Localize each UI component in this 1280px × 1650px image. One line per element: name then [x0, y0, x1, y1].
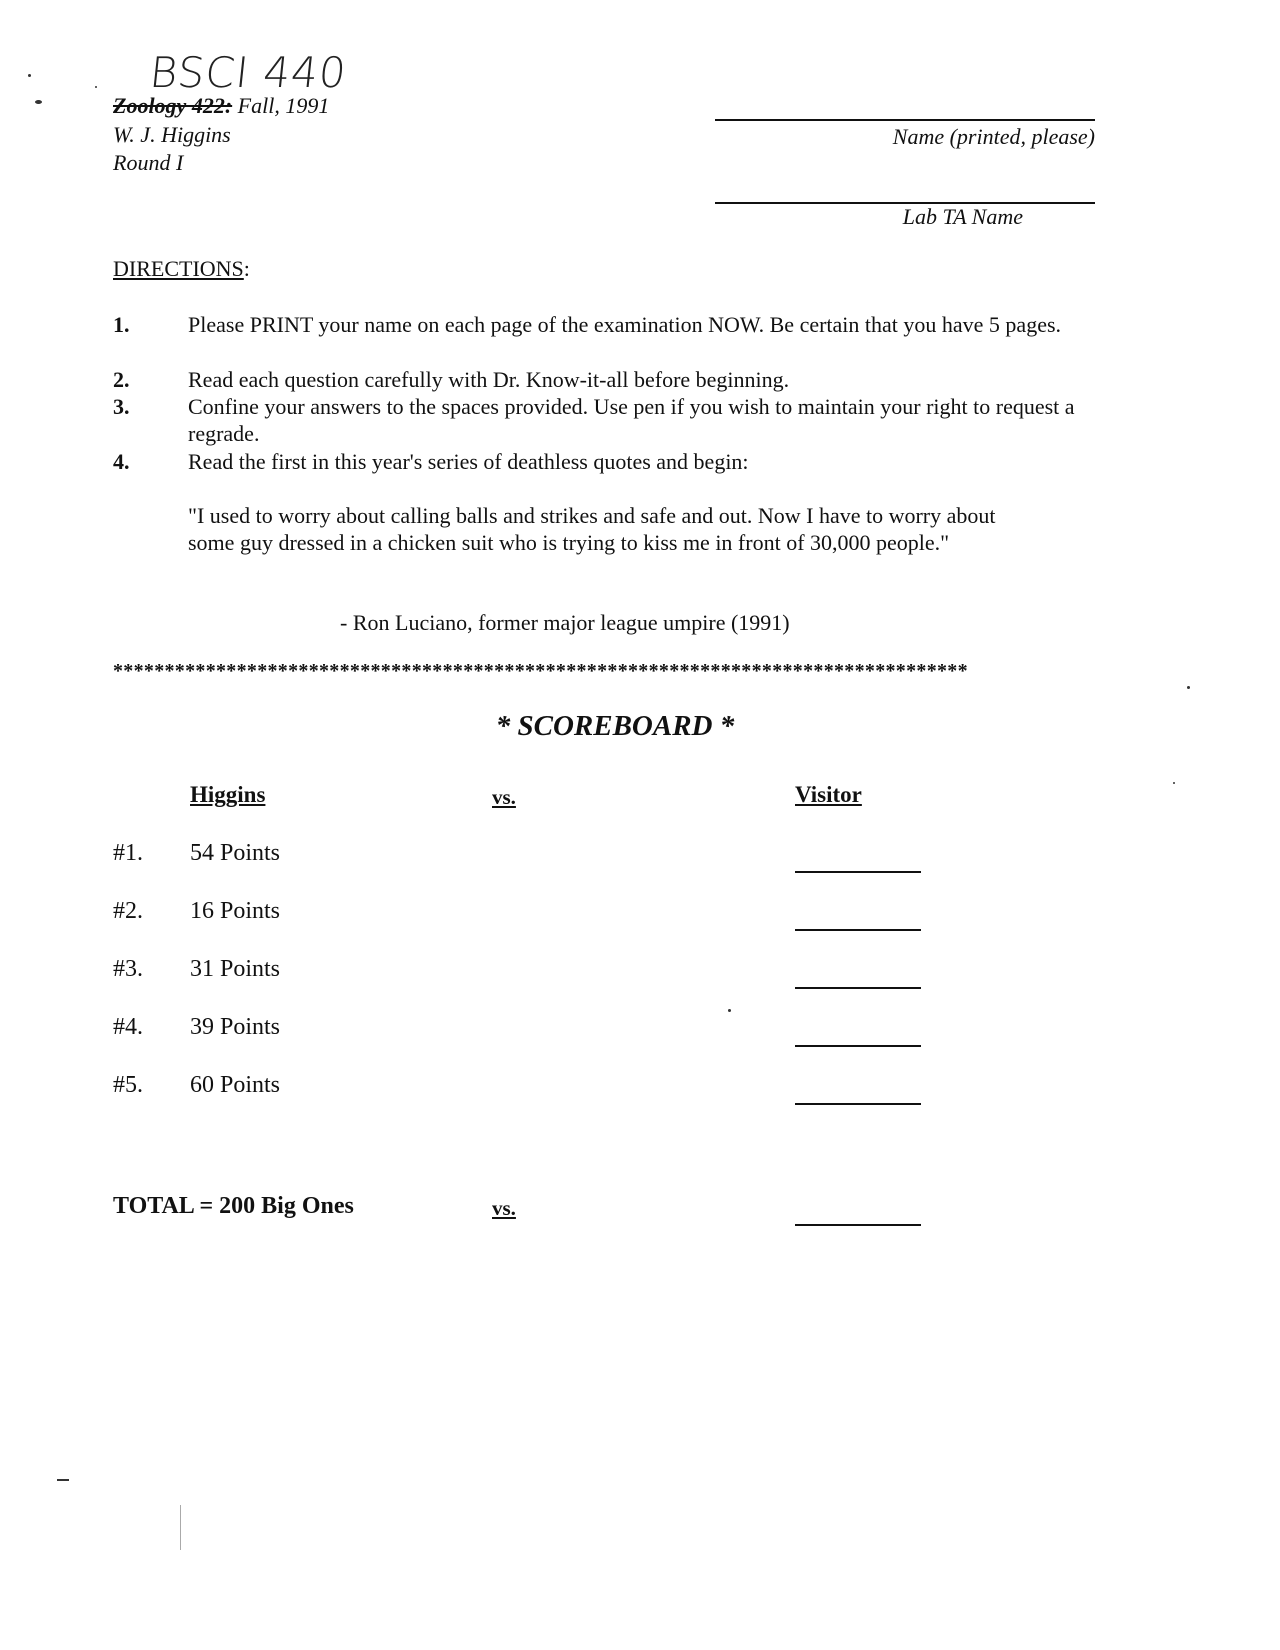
question-points: 31 Points — [190, 956, 281, 982]
ta-label: Lab TA Name — [902, 204, 1023, 229]
question-number: #4. — [113, 1014, 143, 1040]
scan-speck — [57, 1479, 69, 1481]
direction-text: Confine your answers to the spaces provided. Use pen if you wish to maintain your right to request a regrade. — [188, 394, 1075, 446]
direction-item — [0, 311, 1200, 367]
course-term: Fall, 1991 — [237, 93, 330, 118]
visitor-score-blank[interactable] — [795, 929, 921, 931]
total-label: TOTAL = 200 Big Ones — [113, 1193, 354, 1219]
question-points: 54 Points — [190, 840, 281, 866]
deathless-quote: "I used to worry about calling balls and strikes and safe and out. Now I have to worry about some guy dressed in a chicken suit who is trying to kiss me in front of 30,000 people." — [188, 503, 996, 555]
direction-text: Please PRINT your name on each page of the examination NOW. Be certain that you have 5 pages. — [188, 312, 1062, 337]
question-number: #1. — [113, 840, 143, 866]
handwritten-course-code: BSCI 440 — [147, 48, 350, 97]
visitor-total-blank[interactable] — [795, 1224, 921, 1226]
score-row — [0, 956, 1000, 996]
home-column-header: Higgins — [190, 782, 266, 807]
direction-text: Read each question carefully with Dr. Know-it-all before beginning. — [188, 367, 790, 392]
visitor-score-blank[interactable] — [795, 1045, 921, 1047]
course-struck: Zoology 422: — [113, 93, 233, 118]
direction-number: 3. — [113, 394, 130, 419]
direction-text: Read the first in this year's series of deathless quotes and begin: — [188, 449, 749, 474]
direction-item — [0, 448, 1200, 476]
visitor-column-header: Visitor — [795, 782, 862, 807]
scan-speck — [1173, 782, 1175, 784]
score-row — [0, 840, 1000, 880]
question-points: 39 Points — [190, 1014, 281, 1040]
question-number: #3. — [113, 956, 143, 982]
direction-number: 2. — [113, 367, 130, 392]
visitor-score-blank[interactable] — [795, 871, 921, 873]
visitor-score-blank[interactable] — [795, 1103, 921, 1105]
score-row — [0, 898, 1000, 938]
direction-number: 4. — [113, 449, 130, 474]
direction-item — [0, 393, 1200, 449]
asterisk-divider: *********************************************************************************** — [113, 660, 968, 682]
score-row — [0, 1014, 1000, 1054]
scan-speck — [728, 1009, 731, 1012]
instructor-name: W. J. Higgins — [113, 122, 231, 147]
scan-speck — [95, 86, 97, 88]
scan-speck — [28, 74, 31, 77]
directions-heading-text: DIRECTIONS — [113, 256, 244, 281]
question-number: #5. — [113, 1072, 143, 1098]
visitor-score-blank[interactable] — [795, 987, 921, 989]
question-points: 60 Points — [190, 1072, 281, 1098]
scoreboard-title: * SCOREBOARD * — [495, 710, 735, 742]
quote-attribution: - Ron Luciano, former major league umpire (1991) — [340, 610, 790, 635]
scan-speck — [35, 100, 42, 104]
directions-heading-colon: : — [243, 256, 250, 281]
direction-number: 1. — [113, 312, 130, 337]
course-line — [113, 93, 329, 119]
total-vs: vs. — [492, 1196, 516, 1220]
question-number: #2. — [113, 898, 143, 924]
scan-speck — [1187, 686, 1190, 689]
exam-round: Round I — [113, 150, 184, 175]
score-row — [0, 1072, 1000, 1112]
directions-heading — [113, 256, 250, 282]
name-signature-line[interactable] — [715, 119, 1095, 121]
name-label: Name (printed, please) — [892, 124, 1095, 149]
scan-speck — [180, 1505, 181, 1550]
direction-item — [0, 366, 1200, 394]
vs-column-header: vs. — [492, 785, 516, 809]
question-points: 16 Points — [190, 898, 281, 924]
